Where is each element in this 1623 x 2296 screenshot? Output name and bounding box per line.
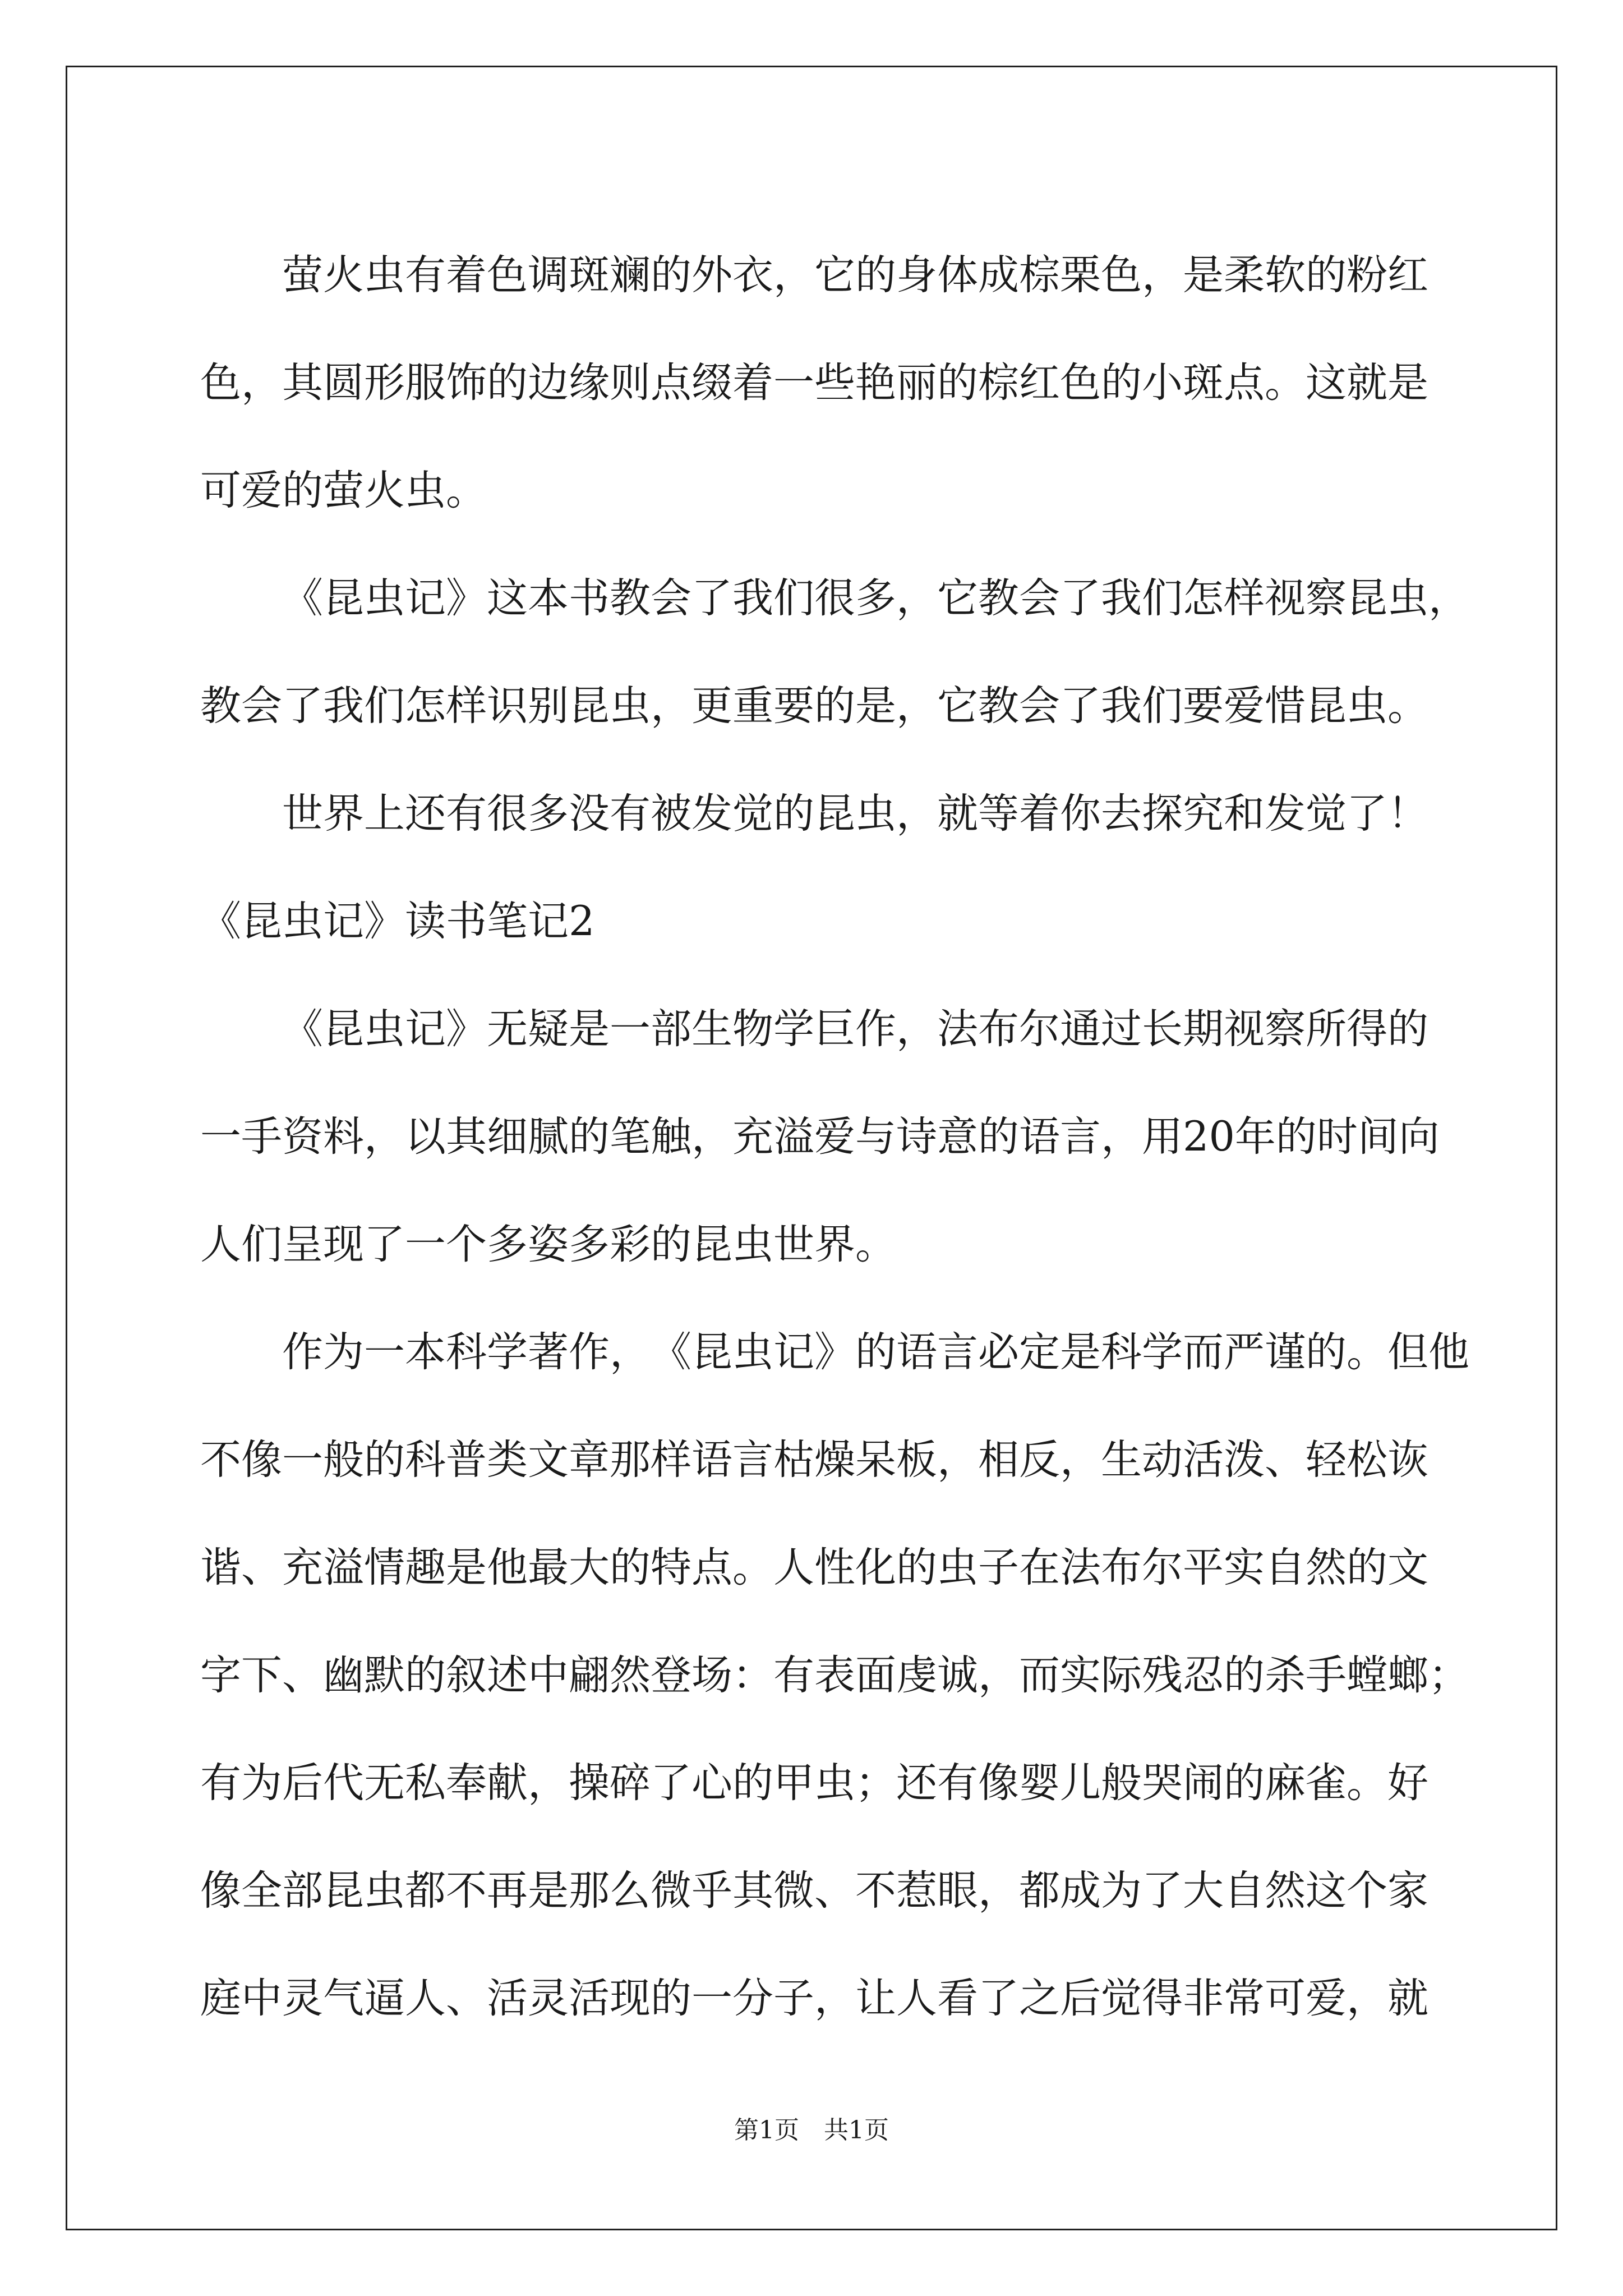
text-line: 可 爱 的 萤 火 虫 。	[200, 467, 487, 514]
text-line: 《 昆 虫 记 》 读 书 笔 记 2	[200, 898, 595, 945]
text-line: 一 手 资 料 ， 以 其 细 腻 的 笔 触 ， 充 溢 爱 与 诗 意 的 语 言 ， 用 2 0 年 的 时 间 向	[200, 1113, 1440, 1161]
text-line: 《 昆 虫 记 》 这 本 书 教 会 了 我 们 很 多 ， 它 教 会 了 我 们 怎 样 视 察 昆 虫 ，	[282, 574, 1469, 622]
text-line: 庭 中 灵 气 逼 人 、 活 灵 活 现 的 一 分 子 ， 让 人 看 了 之 后 觉 得 非 常 可 爱 ， 就	[200, 1975, 1428, 2022]
page-total: 共1页	[824, 2116, 889, 2145]
document-body	[200, 222, 1469, 2053]
text-line: 像 全 部 昆 虫 都 不 再 是 那 么 微 乎 其 微 、 不 惹 眼 ， 都 成 为 了 大 自 然 这 个 家	[200, 1867, 1428, 1915]
page-footer	[0, 2114, 1623, 2147]
text-line: 谐 、 充 溢 情 趣 是 他 最 大 的 特 点 。 人 性 化 的 虫 子 在 法 布 尔 平 实 自 然 的 文	[200, 1544, 1428, 1591]
text-line: 字 下 、 幽 默 的 叙 述 中 翩 然 登 场 ： 有 表 面 虔 诚 ， 而 实 际 残 忍 的 杀 手 螳 螂 ；	[200, 1651, 1469, 1699]
text-line: 有 为 后 代 无 私 奉 献 ， 操 碎 了 心 的 甲 虫 ； 还 有 像 婴 儿 般 哭 闹 的 麻 雀 。 好	[200, 1759, 1428, 1807]
text-line: 《 昆 虫 记 》 无 疑 是 一 部 生 物 学 巨 作 ， 法 布 尔 通 过 长 期 视 察 所 得 的	[282, 1005, 1428, 1053]
text-line: 色 ， 其 圆 形 服 饰 的 边 缘 则 点 缀 着 一 些 艳 丽 的 棕 红 色 的 小 斑 点 。 这 就 是	[200, 359, 1428, 407]
text-line: 世 界 上 还 有 很 多 没 有 被 发 觉 的 昆 虫 ， 就 等 着 你 去 探 究 和 发 觉 了 ！	[282, 790, 1428, 838]
text-line: 教 会 了 我 们 怎 样 识 别 昆 虫 ， 更 重 要 的 是 ， 它 教 会 了 我 们 要 爱 惜 昆 虫 。	[200, 682, 1428, 730]
text-line: 不 像 一 般 的 科 普 类 文 章 那 样 语 言 枯 燥 呆 板 ， 相 反 ， 生 动 活 泼 、 轻 松 诙	[200, 1436, 1428, 1484]
page-number: 第1页	[734, 2116, 799, 2145]
text-line: 作 为 一 本 科 学 著 作 ， 《 昆 虫 记 》 的 语 言 必 定 是 科 学 而 严 谨 的 。 但 他	[282, 1328, 1469, 1376]
text-line: 人 们 呈 现 了 一 个 多 姿 多 彩 的 昆 虫 世 界 。	[200, 1221, 896, 1268]
text-line: 萤 火 虫 有 着 色 调 斑 斓 的 外 衣 ， 它 的 身 体 成 棕 栗 色 ， 是 柔 软 的 粉 红	[282, 251, 1428, 299]
